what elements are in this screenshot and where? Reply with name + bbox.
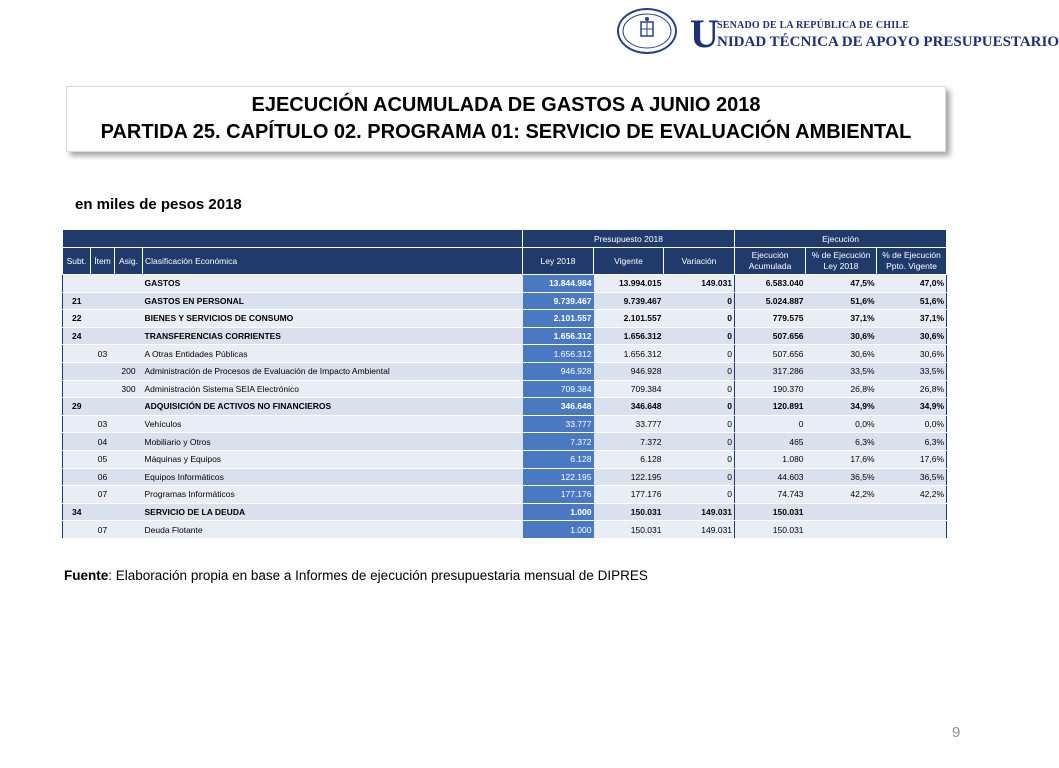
cell-desc: Máquinas y Equipos	[143, 450, 523, 468]
cell-subt	[63, 486, 91, 504]
col-item: Ítem	[91, 248, 115, 275]
col-pct-vigente	[877, 248, 947, 275]
cell-pct-vig: 30,6%	[877, 345, 947, 363]
cell-pct-vig: 37,1%	[877, 310, 947, 328]
col-pct-ley-l2: Ley 2018	[823, 261, 859, 271]
cell-subt	[63, 362, 91, 380]
cell-vigente: 346.648	[594, 398, 664, 416]
cell-pct-ley: 51,6%	[806, 292, 877, 310]
cell-asig	[115, 468, 143, 486]
cell-variacion: 0	[664, 398, 735, 416]
cell-pct-ley: 17,6%	[806, 450, 877, 468]
table-row	[63, 275, 947, 293]
cell-ley: 346.648	[523, 398, 594, 416]
col-pct-ley-l1: % de Ejecución	[811, 250, 871, 260]
col-ejecucion-l1: Ejecución	[751, 250, 789, 260]
cell-pct-ley: 47,5%	[806, 275, 877, 293]
cell-pct-vig	[877, 503, 947, 521]
cell-desc: Equipos Informáticos	[143, 468, 523, 486]
table-row	[63, 380, 947, 398]
cell-asig	[115, 327, 143, 345]
cell-item	[91, 327, 115, 345]
cell-vigente: 946.928	[594, 362, 664, 380]
cell-pct-ley: 37,1%	[806, 310, 877, 328]
cell-subt: 24	[63, 327, 91, 345]
source-text: : Elaboración propia en base a Informes de ejecución presupuestaria mensual de DIPRES	[108, 568, 648, 583]
cell-pct-vig: 34,9%	[877, 398, 947, 416]
col-asig: Asig.	[115, 248, 143, 275]
col-vigente: Vigente	[594, 248, 664, 275]
cell-vigente: 33.777	[594, 415, 664, 433]
brand-line2: NIDAD TÉCNICA DE APOYO PRESUPUESTARIO	[717, 34, 1059, 50]
cell-ley: 7.372	[523, 433, 594, 451]
title-line1: EJECUCIÓN ACUMULADA DE GASTOS A JUNIO 2018	[251, 94, 761, 116]
cell-desc: BIENES Y SERVICIOS DE CONSUMO	[143, 310, 523, 328]
cell-pct-ley: 34,9%	[806, 398, 877, 416]
cell-subt	[63, 433, 91, 451]
cell-pct-vig: 33,5%	[877, 362, 947, 380]
group-header-budget: Presupuesto 2018	[523, 230, 735, 248]
table-row	[63, 415, 947, 433]
table-row	[63, 503, 947, 521]
cell-item: 04	[91, 433, 115, 451]
cell-pct-ley: 26,8%	[806, 380, 877, 398]
table-row	[63, 292, 947, 310]
cell-ley: 13.844.984	[523, 275, 594, 293]
cell-variacion: 0	[664, 415, 735, 433]
cell-pct-vig: 42,2%	[877, 486, 947, 504]
cell-item	[91, 310, 115, 328]
cell-variacion: 0	[664, 327, 735, 345]
cell-ley: 122.195	[523, 468, 594, 486]
cell-ejecucion: 465	[735, 433, 806, 451]
units-label: en miles de pesos 2018	[75, 196, 242, 213]
cell-item: 03	[91, 345, 115, 363]
cell-asig	[115, 521, 143, 539]
cell-variacion: 149.031	[664, 503, 735, 521]
cell-variacion: 0	[664, 433, 735, 451]
cell-vigente: 122.195	[594, 468, 664, 486]
cell-ley: 1.000	[523, 521, 594, 539]
cell-item: 07	[91, 521, 115, 539]
cell-desc: Administración de Procesos de Evaluación de Impacto Ambiental	[143, 362, 523, 380]
senado-seal-icon	[619, 10, 675, 52]
cell-ejecucion: 74.743	[735, 486, 806, 504]
brand-line1: SENADO DE LA REPÚBLICA DE CHILE	[717, 20, 910, 31]
cell-variacion: 0	[664, 486, 735, 504]
cell-ejecucion: 150.031	[735, 503, 806, 521]
cell-desc: GASTOS	[143, 275, 523, 293]
cell-ejecucion: 507.656	[735, 345, 806, 363]
cell-ley: 1.656.312	[523, 327, 594, 345]
cell-asig	[115, 433, 143, 451]
cell-ejecucion: 1.080	[735, 450, 806, 468]
cell-ejecucion: 779.575	[735, 310, 806, 328]
cell-desc: TRANSFERENCIAS CORRIENTES	[143, 327, 523, 345]
col-ley: Ley 2018	[523, 248, 594, 275]
cell-ley: 946.928	[523, 362, 594, 380]
cell-asig	[115, 415, 143, 433]
cell-ley: 1.000	[523, 503, 594, 521]
cell-pct-ley: 30,6%	[806, 345, 877, 363]
cell-pct-ley: 36,5%	[806, 468, 877, 486]
cell-subt	[63, 450, 91, 468]
cell-subt	[63, 275, 91, 293]
cell-vigente: 177.176	[594, 486, 664, 504]
cell-desc: Mobiliario y Otros	[143, 433, 523, 451]
col-variacion: Variación	[664, 248, 735, 275]
col-ejecucion	[735, 248, 806, 275]
cell-subt	[63, 380, 91, 398]
table-row	[63, 327, 947, 345]
table-row	[63, 362, 947, 380]
cell-ejecucion: 0	[735, 415, 806, 433]
cell-pct-ley: 30,6%	[806, 327, 877, 345]
cell-desc: A Otras Entidades Públicas	[143, 345, 523, 363]
cell-ejecucion: 6.583.040	[735, 275, 806, 293]
cell-asig	[115, 398, 143, 416]
table-row	[63, 468, 947, 486]
cell-desc: SERVICIO DE LA DEUDA	[143, 503, 523, 521]
col-pct-ley	[806, 248, 877, 275]
col-clasif: Clasificación Económica	[143, 248, 523, 275]
cell-subt	[63, 345, 91, 363]
cell-desc: GASTOS EN PERSONAL	[143, 292, 523, 310]
cell-asig	[115, 275, 143, 293]
cell-subt	[63, 468, 91, 486]
cell-pct-vig	[877, 521, 947, 539]
cell-ejecucion: 317.286	[735, 362, 806, 380]
cell-pct-ley	[806, 521, 877, 539]
cell-subt: 34	[63, 503, 91, 521]
cell-item	[91, 292, 115, 310]
cell-ejecucion: 507.656	[735, 327, 806, 345]
cell-variacion: 0	[664, 310, 735, 328]
page-number: 9	[952, 724, 961, 741]
cell-asig	[115, 503, 143, 521]
title-box	[66, 86, 946, 152]
budget-table	[62, 229, 947, 539]
cell-asig	[115, 486, 143, 504]
cell-ley: 33.777	[523, 415, 594, 433]
table-row	[63, 521, 947, 539]
cell-asig	[115, 292, 143, 310]
cell-pct-ley: 33,5%	[806, 362, 877, 380]
cell-vigente: 6.128	[594, 450, 664, 468]
cell-subt: 21	[63, 292, 91, 310]
cell-ley: 177.176	[523, 486, 594, 504]
cell-item: 05	[91, 450, 115, 468]
table-body	[63, 275, 947, 539]
cell-subt	[63, 415, 91, 433]
cell-desc: Deuda Flotante	[143, 521, 523, 539]
cell-desc: ADQUISICIÓN DE ACTIVOS NO FINANCIEROS	[143, 398, 523, 416]
cell-ley: 2.101.557	[523, 310, 594, 328]
cell-ejecucion: 120.891	[735, 398, 806, 416]
cell-item	[91, 380, 115, 398]
cell-subt: 29	[63, 398, 91, 416]
cell-subt: 22	[63, 310, 91, 328]
cell-vigente: 9.739.467	[594, 292, 664, 310]
cell-ley: 9.739.467	[523, 292, 594, 310]
cell-pct-vig: 36,5%	[877, 468, 947, 486]
cell-vigente: 150.031	[594, 503, 664, 521]
table-row	[63, 433, 947, 451]
cell-vigente: 150.031	[594, 521, 664, 539]
cell-asig: 300	[115, 380, 143, 398]
cell-pct-vig: 51,6%	[877, 292, 947, 310]
cell-ejecucion: 190.370	[735, 380, 806, 398]
cell-pct-ley: 0,0%	[806, 415, 877, 433]
cell-vigente: 7.372	[594, 433, 664, 451]
brand-initial: U	[690, 11, 719, 56]
senado-seal-logo	[617, 8, 677, 54]
header-spacer	[63, 230, 523, 248]
cell-desc: Programas Informáticos	[143, 486, 523, 504]
cell-vigente: 2.101.557	[594, 310, 664, 328]
cell-asig	[115, 450, 143, 468]
cell-asig	[115, 310, 143, 328]
table-row	[63, 398, 947, 416]
cell-pct-ley: 42,2%	[806, 486, 877, 504]
cell-vigente: 709.384	[594, 380, 664, 398]
table-row	[63, 345, 947, 363]
cell-ejecucion: 5.024.887	[735, 292, 806, 310]
col-subt: Subt.	[63, 248, 91, 275]
cell-subt	[63, 521, 91, 539]
title-line2: PARTIDA 25. CAPÍTULO 02. PROGRAMA 01: SERVICIO DE EVALUACIÓN AMBIENTAL	[100, 121, 912, 143]
source-note	[64, 568, 648, 583]
cell-pct-vig: 47,0%	[877, 275, 947, 293]
cell-pct-vig: 0,0%	[877, 415, 947, 433]
cell-item: 03	[91, 415, 115, 433]
col-pct-vig-l1: % de Ejecución	[882, 250, 941, 260]
cell-variacion: 0	[664, 468, 735, 486]
cell-item: 06	[91, 468, 115, 486]
cell-desc: Vehículos	[143, 415, 523, 433]
cell-variacion: 0	[664, 292, 735, 310]
cell-vigente: 1.656.312	[594, 345, 664, 363]
source-label: Fuente	[64, 568, 109, 583]
cell-pct-vig: 17,6%	[877, 450, 947, 468]
cell-pct-vig: 6,3%	[877, 433, 947, 451]
cell-item	[91, 275, 115, 293]
cell-ley: 709.384	[523, 380, 594, 398]
cell-asig: 200	[115, 362, 143, 380]
cell-ejecucion: 150.031	[735, 521, 806, 539]
cell-pct-ley: 6,3%	[806, 433, 877, 451]
cell-vigente: 1.656.312	[594, 327, 664, 345]
cell-item	[91, 398, 115, 416]
cell-variacion: 0	[664, 362, 735, 380]
col-ejecucion-l2: Acumulada	[748, 261, 792, 271]
cell-variacion: 149.031	[664, 275, 735, 293]
cell-pct-vig: 30,6%	[877, 327, 947, 345]
cell-variacion: 0	[664, 345, 735, 363]
cell-item: 07	[91, 486, 115, 504]
group-header-execution: Ejecución	[735, 230, 947, 248]
table-row	[63, 450, 947, 468]
cell-item	[91, 503, 115, 521]
cell-variacion: 0	[664, 380, 735, 398]
cell-pct-ley	[806, 503, 877, 521]
cell-vigente: 13.994.015	[594, 275, 664, 293]
col-pct-vig-l2: Ppto. Vigente	[886, 261, 937, 271]
cell-pct-vig: 26,8%	[877, 380, 947, 398]
cell-desc: Administración Sistema SEIA Electrónico	[143, 380, 523, 398]
cell-item	[91, 362, 115, 380]
cell-asig	[115, 345, 143, 363]
cell-variacion: 0	[664, 450, 735, 468]
table-row	[63, 310, 947, 328]
cell-ejecucion: 44.603	[735, 468, 806, 486]
cell-ley: 6.128	[523, 450, 594, 468]
cell-variacion: 149.031	[664, 521, 735, 539]
table-row	[63, 486, 947, 504]
cell-ley: 1.656.312	[523, 345, 594, 363]
